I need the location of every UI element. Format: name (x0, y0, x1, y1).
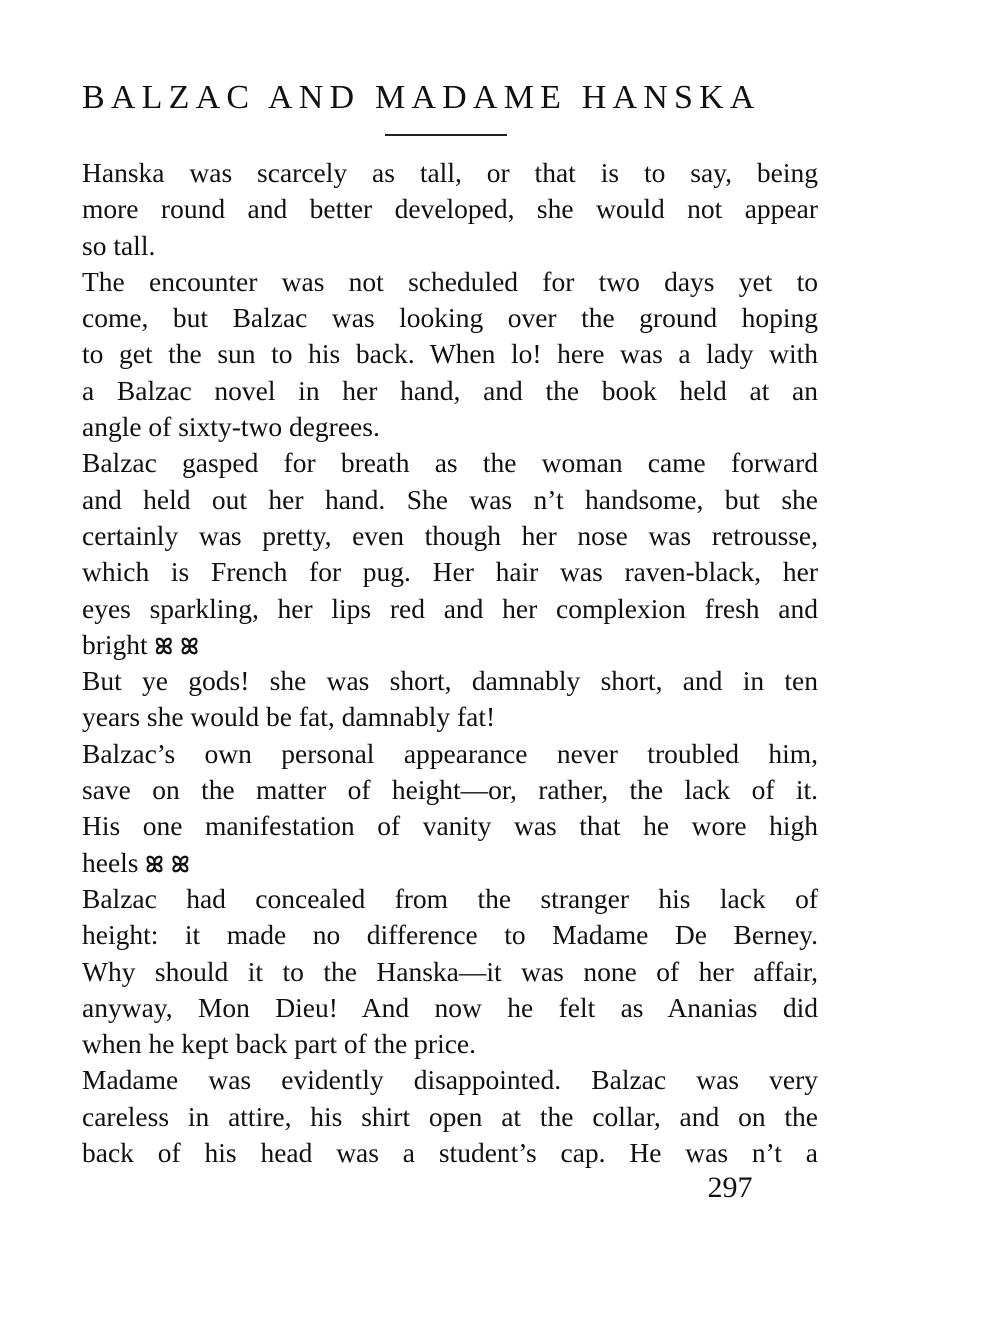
text-line-with-ornament (82, 845, 818, 881)
page-number: 297 (707, 1171, 753, 1204)
text-line: and held out her hand. She was n’t handsome, but she (82, 483, 818, 515)
text-line: But ye gods! she was short, damnably short, and in ten (82, 665, 818, 697)
text-line: angle of sixty-two degrees. (82, 411, 380, 443)
text-line: to get the sun to his back. When lo! here was a lady with (82, 338, 818, 370)
text-line: when he kept back part of the price. (82, 1028, 476, 1060)
text-line: so tall. (82, 229, 156, 261)
text-line: which is French for pug. Her hair was raven-black, her (82, 556, 818, 588)
text-line: back of his head was a student’s cap. He was n’t a (82, 1137, 818, 1169)
ornament-icon: ꕤ ꕤ (154, 633, 200, 659)
text-line: a Balzac novel in her hand, and the book held at an (82, 374, 818, 406)
text-line: eyes sparkling, her lips red and her complexion fresh and (82, 592, 818, 624)
text-line: Hanska was scarcely as tall, or that is to say, being (82, 157, 818, 188)
text-line: Madame was evidently disappointed. Balzac was very (82, 1064, 818, 1096)
text-line: His one manifestation of vanity was that he wore high (82, 810, 818, 842)
title-rule (385, 134, 507, 136)
body-text (82, 155, 818, 1171)
text-line: heels (82, 846, 139, 878)
text-line: Why should it to the Hanska—it was none of her affair, (82, 955, 818, 987)
text-line: years she would be fat, damnably fat! (82, 701, 496, 733)
text-line: save on the matter of height—or, rather, the lack of it. (82, 774, 818, 806)
text-line: Balzac had concealed from the stranger his lack of (82, 882, 818, 914)
text-line: Balzac gasped for breath as the woman came forward (82, 447, 818, 479)
ornament-icon: ꕤ ꕤ (145, 851, 191, 877)
text-line-with-ornament (82, 627, 818, 663)
text-line: The encounter was not scheduled for two days yet to (82, 265, 818, 297)
text-line: height: it made no difference to Madame De Berney. (82, 919, 818, 951)
text-line: bright (82, 628, 148, 660)
running-title: BALZAC AND MADAME HANSKA (82, 79, 761, 116)
text-line: come, but Balzac was looking over the ground hoping (82, 302, 818, 334)
text-line: careless in attire, his shirt open at the collar, and on the (82, 1100, 818, 1132)
text-line: anyway, Mon Dieu! And now he felt as Ananias did (82, 991, 818, 1023)
text-line: certainly was pretty, even though her nose was retrousse, (82, 519, 818, 551)
text-line: Balzac’s own personal appearance never troubled him, (82, 737, 818, 769)
text-line: more round and better developed, she would not appear (82, 193, 818, 225)
